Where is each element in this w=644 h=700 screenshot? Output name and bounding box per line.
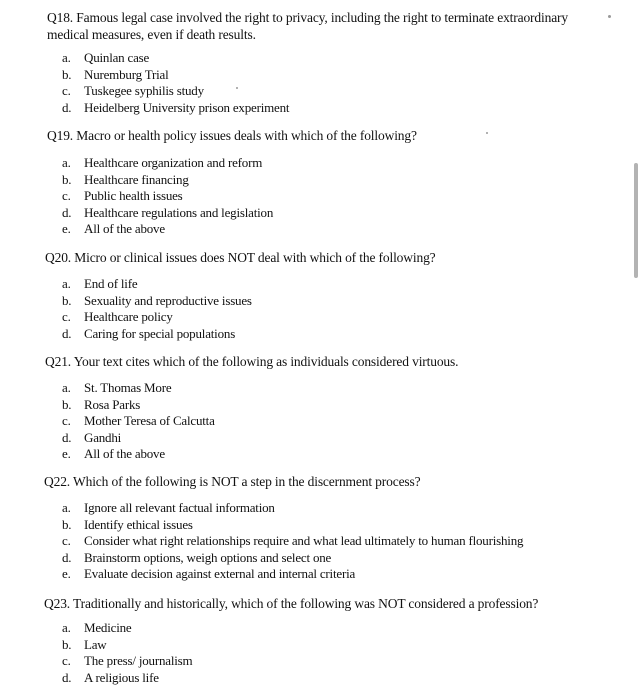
option-list-q20: [62, 276, 252, 342]
option-text: Public health issues: [84, 188, 183, 204]
option-letter: b.: [62, 66, 72, 82]
option-letter: c.: [62, 188, 71, 204]
option-letter: e.: [62, 446, 71, 462]
option-q18-b: [62, 67, 289, 84]
option-text: End of life: [84, 276, 138, 291]
question-text: Traditionally and historically, which of the following was NOT considered a profession?: [73, 596, 539, 611]
question-number: Q20.: [45, 250, 72, 265]
option-q19-a: [62, 155, 273, 172]
question-text: Your text cites which of the following as individuals considered virtuous.: [73, 354, 459, 369]
question-q18: [47, 9, 607, 43]
option-letter: a.: [62, 155, 71, 170]
option-text: Evaluate decision against external and internal criteria: [84, 566, 356, 582]
option-q19-e: [62, 221, 273, 238]
option-text: Identify ethical issues: [84, 516, 193, 532]
option-q19-d: [62, 205, 273, 222]
option-q21-b: [62, 397, 215, 414]
question-q21: [45, 353, 458, 370]
option-letter: a.: [62, 380, 71, 395]
option-q18-a: [62, 50, 289, 67]
question-q23: [44, 595, 538, 612]
question-q20: [45, 249, 436, 266]
option-letter: d.: [62, 669, 72, 685]
option-letter: b.: [62, 636, 72, 652]
option-list-q22: [62, 500, 523, 583]
question-text: Famous legal case involved the right to privacy, including the right to terminate extraordinary medical measures, even if death results.: [47, 10, 568, 42]
option-text: Law: [84, 636, 107, 652]
option-q18-c: [62, 83, 289, 100]
option-letter: d.: [62, 204, 72, 220]
option-text: Nuremburg Trial: [84, 66, 169, 82]
option-list-q21: [62, 380, 215, 463]
option-text: Healthcare organization and reform: [84, 155, 263, 170]
option-letter: e.: [62, 221, 71, 237]
option-q22-c: [62, 533, 523, 550]
option-text: All of the above: [84, 221, 165, 237]
question-number: Q23.: [44, 596, 71, 611]
option-q22-b: [62, 517, 523, 534]
option-text: Healthcare policy: [84, 309, 173, 325]
option-q18-d: [62, 100, 289, 117]
scan-speck: [236, 87, 238, 89]
option-q21-a: [62, 380, 215, 397]
option-list-q18: [62, 50, 289, 116]
scrollbar-thumb[interactable]: [634, 163, 638, 278]
option-letter: b.: [62, 292, 72, 308]
option-q23-c: [62, 653, 192, 670]
option-text: Medicine: [84, 620, 132, 635]
option-list-q23: [62, 620, 192, 686]
option-letter: c.: [62, 653, 71, 669]
option-text: Tuskegee syphilis study: [84, 83, 204, 99]
option-letter: a.: [62, 620, 71, 635]
option-text: Gandhi: [84, 429, 122, 445]
option-text: The press/ journalism: [84, 653, 193, 669]
option-q22-e: [62, 566, 523, 583]
option-letter: b.: [62, 396, 72, 412]
option-letter: c.: [62, 83, 71, 99]
question-text: Which of the following is NOT a step in the discernment process?: [73, 474, 421, 489]
option-text: Rosa Parks: [84, 396, 141, 412]
option-text: Heidelberg University prison experiment: [84, 99, 290, 115]
option-letter: e.: [62, 566, 71, 582]
option-letter: d.: [62, 549, 72, 565]
question-text: Macro or health policy issues deals with which of the following?: [76, 128, 417, 143]
question-q22: [44, 473, 420, 490]
scan-speck: [608, 15, 611, 18]
option-letter: c.: [62, 413, 71, 429]
option-q20-c: [62, 309, 252, 326]
option-q21-d: [62, 430, 215, 447]
option-text: Healthcare financing: [84, 171, 189, 187]
option-letter: a.: [62, 500, 71, 515]
question-number: Q21.: [45, 354, 72, 369]
option-q19-b: [62, 172, 273, 189]
option-letter: c.: [62, 533, 71, 549]
scan-speck: [486, 132, 488, 134]
option-letter: b.: [62, 171, 72, 187]
option-text: Mother Teresa of Calcutta: [84, 413, 215, 429]
option-letter: d.: [62, 429, 72, 445]
option-list-q19: [62, 155, 273, 238]
option-q20-d: [62, 326, 252, 343]
question-text: Micro or clinical issues does NOT deal with which of the following?: [74, 250, 436, 265]
option-text: Caring for special populations: [84, 325, 236, 341]
option-q20-a: [62, 276, 252, 293]
option-letter: b.: [62, 516, 72, 532]
question-q19: [47, 127, 417, 144]
option-q21-c: [62, 413, 215, 430]
option-q23-d: [62, 670, 192, 687]
option-text: Healthcare regulations and legislation: [84, 204, 274, 220]
option-q20-b: [62, 293, 252, 310]
option-letter: c.: [62, 309, 71, 325]
option-q19-c: [62, 188, 273, 205]
option-letter: d.: [62, 99, 72, 115]
option-q21-e: [62, 446, 215, 463]
question-number: Q22.: [44, 474, 71, 489]
option-q22-a: [62, 500, 523, 517]
option-q22-d: [62, 550, 523, 567]
option-letter: a.: [62, 276, 71, 291]
option-text: Quinlan case: [84, 50, 150, 65]
option-text: Consider what right relationships require and what lead ultimately to human flourishing: [84, 533, 524, 549]
option-text: Ignore all relevant factual information: [84, 500, 275, 515]
option-text: Sexuality and reproductive issues: [84, 292, 252, 308]
option-letter: d.: [62, 325, 72, 341]
option-text: Brainstorm options, weigh options and select one: [84, 549, 332, 565]
option-text: A religious life: [84, 669, 159, 685]
question-number: Q19.: [47, 128, 74, 143]
option-q23-a: [62, 620, 192, 637]
option-text: All of the above: [84, 446, 165, 462]
option-letter: a.: [62, 50, 71, 65]
option-q23-b: [62, 637, 192, 654]
option-text: St. Thomas More: [84, 380, 172, 395]
question-number: Q18.: [47, 10, 74, 25]
